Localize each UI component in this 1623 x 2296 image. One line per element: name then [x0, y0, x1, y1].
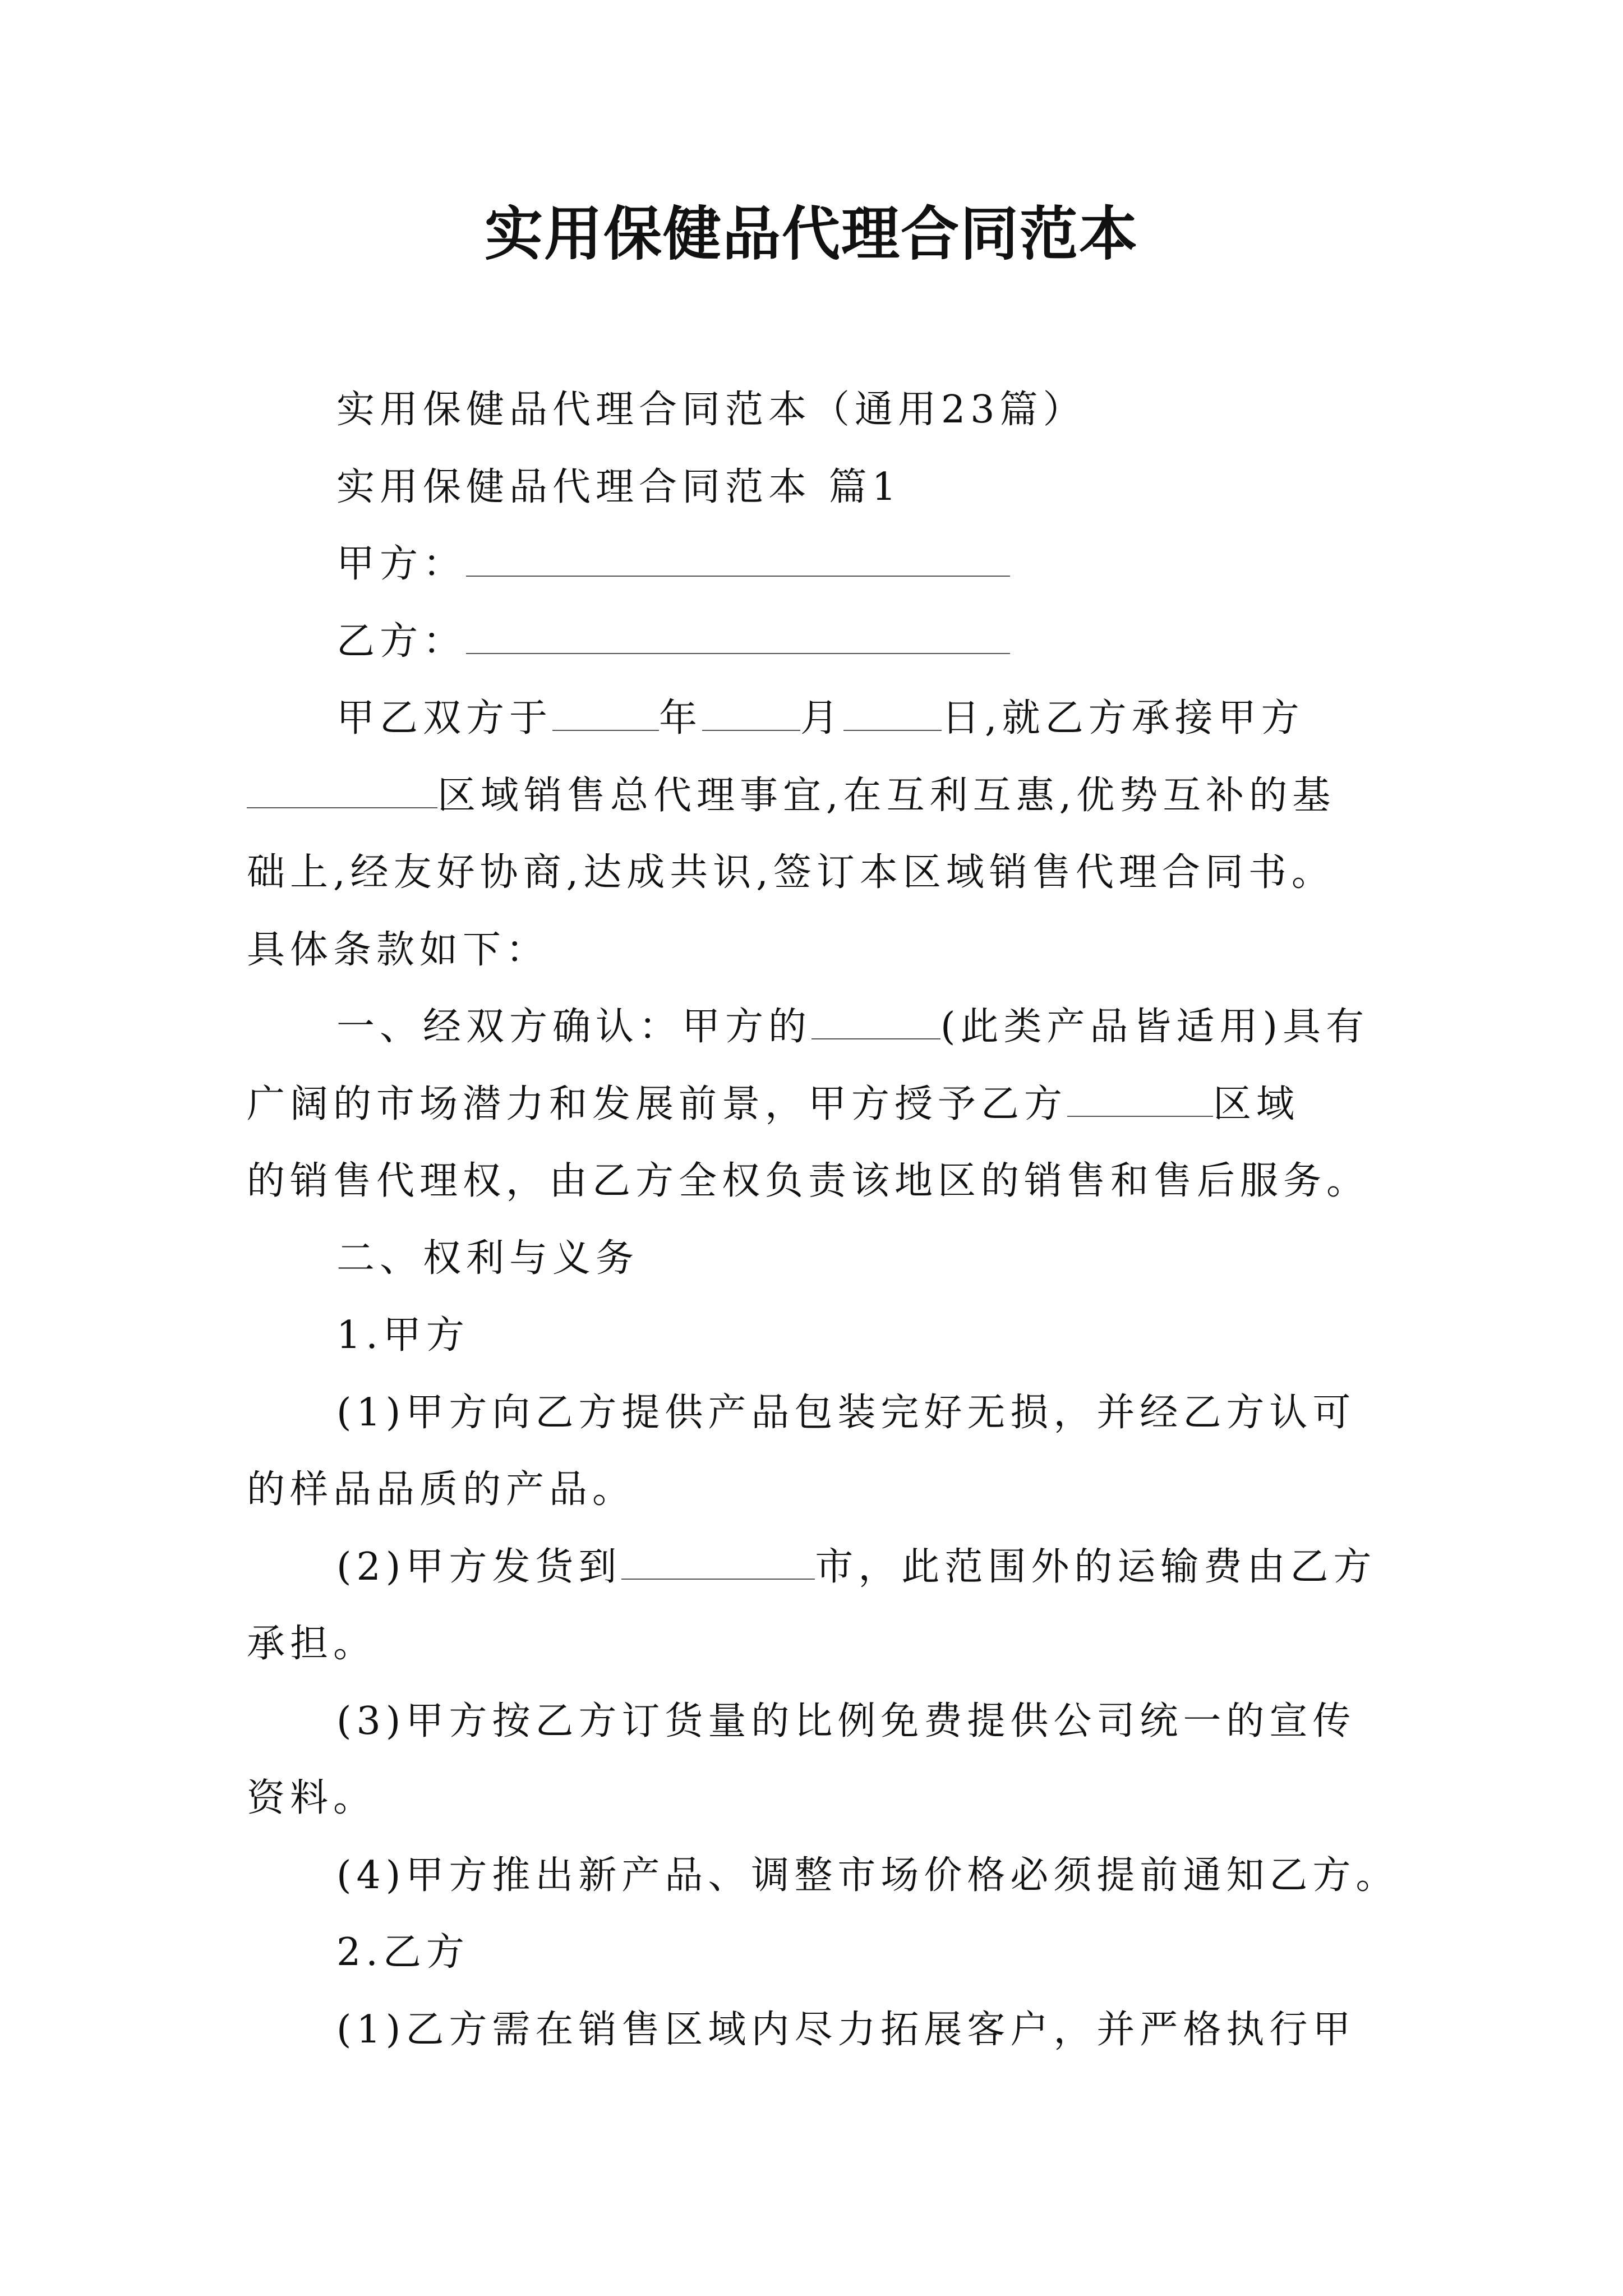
- intro-line-1: [336, 696, 1380, 742]
- clause1-line2-lead: 广阔的市场潜力和发展前景，甲方授予乙方: [247, 1082, 1068, 1126]
- party-b-item1-line1: (1)乙方需在销售区域内尽力拓展客户，并严格执行甲: [336, 2008, 1356, 2052]
- intro-lead: 甲乙双方于: [336, 696, 553, 740]
- party-b-blank: [466, 623, 1010, 654]
- clause1-line2-tail: 区域: [1213, 1082, 1300, 1126]
- month-label: 月: [800, 696, 844, 740]
- party-a-item1-line2: 的样品品质的产品。: [247, 1467, 636, 1512]
- year-label: 年: [659, 696, 703, 740]
- clause1-line-1: [336, 1004, 1380, 1050]
- party-a-section-heading: 1.甲方: [336, 1313, 469, 1358]
- intro-day-tail: 日,就乙方承接甲方: [942, 696, 1304, 740]
- document-title: 实用保健品代理合同范本: [484, 199, 1138, 268]
- party-b-section-heading: 2.乙方: [336, 1930, 469, 1975]
- year-blank: [552, 700, 659, 731]
- party-a-label: 甲方：: [336, 542, 467, 586]
- intro-region-tail: 区域销售总代理事宜,在互利互惠,优势互补的基: [437, 774, 1336, 818]
- party-a-item1-line1: (1)甲方向乙方提供产品包装完好无损，并经乙方认可: [336, 1391, 1356, 1435]
- document-subtitle: 实用保健品代理合同范本（通用23篇）: [336, 388, 1086, 432]
- intro-line-4: 具体条款如下：: [247, 928, 550, 972]
- party-a-item3-line1: (3)甲方按乙方订货量的比例免费提供公司统一的宣传: [336, 1699, 1356, 1743]
- intro-line-3: 础上,经友好协商,达成共识,签订本区域销售代理合同书。: [247, 850, 1335, 895]
- clause1-line-3: 的销售代理权，由乙方全权负责该地区的销售和售后服务。: [247, 1159, 1370, 1203]
- city-blank: [621, 1548, 815, 1580]
- clause2-heading: 二、权利与义务: [336, 1236, 639, 1281]
- party-a-item2-line2: 承担。: [247, 1622, 377, 1666]
- intro-line-2: [247, 773, 1380, 819]
- a-item2-tail: 市，此范围外的运输费由乙方: [815, 1545, 1377, 1589]
- clause1-lead: 一、经双方确认：甲方的: [336, 1005, 812, 1049]
- a-item2-lead: (2)甲方发货到: [336, 1545, 622, 1589]
- party-a-item3-line2: 资料。: [247, 1776, 377, 1820]
- chapter-heading: 实用保健品代理合同范本 篇1: [336, 465, 901, 509]
- product-blank: [811, 1008, 940, 1039]
- party-b-line: [336, 619, 1380, 665]
- clause1-tail: (此类产品皆适用)具有: [940, 1005, 1370, 1049]
- party-b-label: 乙方：: [336, 619, 467, 664]
- region-blank: [247, 777, 437, 808]
- agency-region-blank: [1067, 1085, 1213, 1117]
- party-a-item2-line1: [336, 1544, 1380, 1590]
- party-a-item4: (4)甲方推出新产品、调整市场价格必须提前通知乙方。: [336, 1853, 1399, 1898]
- month-blank: [702, 700, 800, 731]
- party-a-line: [336, 541, 1380, 587]
- day-blank: [843, 700, 942, 731]
- clause1-line-2: [247, 1082, 1380, 1128]
- party-a-blank: [466, 545, 1010, 577]
